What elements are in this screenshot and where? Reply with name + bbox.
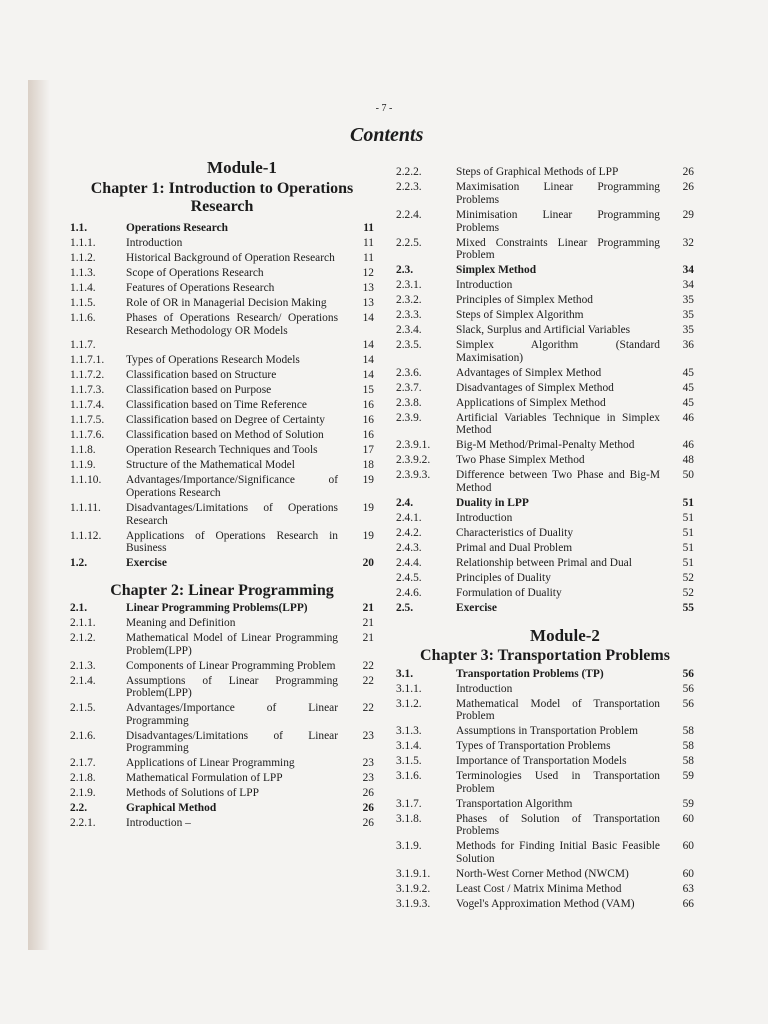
section-title: Disadvantages/Limitations of Linear Programming [126,729,338,755]
section-title: Duality in LPP [456,496,529,509]
toc-entry [70,282,374,295]
page-ref: 34 [682,279,694,292]
page-ref: 14 [362,369,374,382]
section-title: Formulation of Duality [456,586,562,599]
section-number: 2.3.6. [396,366,422,379]
toc-entry [70,237,374,250]
toc-entry [396,454,694,467]
section-title: Introduction [456,279,513,292]
page-ref: 59 [682,797,694,810]
page-ref: 21 [362,632,374,645]
toc-entry [396,367,694,380]
section-number: 1.1.7.2. [70,369,105,382]
page-ref: 59 [682,770,694,783]
section-title: Simplex Method [456,264,537,277]
toc-entry [70,267,374,280]
section-title: Types of Operations Research Models [126,354,300,367]
section-number: 2.3.3. [396,309,422,322]
section-title: Historical Background of Operation Research [126,251,335,264]
toc-entry [396,309,694,322]
toc-entry [396,324,694,337]
page-ref: 35 [682,294,694,307]
section-title: Introduction [126,236,183,249]
toc-entry [70,730,374,755]
section-title: North-West Corner Method (NWCM) [456,867,629,880]
toc-entry [70,557,374,570]
section-title: Mathematical Model of Transportation Problem [456,697,660,723]
section-title: Slack, Surplus and Artificial Variables [456,324,631,337]
toc-entry [70,399,374,412]
section-title: Transportation Algorithm [456,797,573,810]
section-title: Mathematical Formulation of LPP [126,772,283,785]
chapter-3-list [396,668,694,911]
page-ref: 51 [682,496,694,509]
page-ref: 23 [362,757,374,770]
section-title: Scope of Operations Research [126,266,264,279]
section-number: 1.1.7.4. [70,399,105,412]
toc-entry [396,602,694,615]
page-ref: 16 [362,429,374,442]
toc-entry [396,798,694,811]
section-number: 1.1.6. [70,311,96,324]
section-title: Role of OR in Managerial Decision Making [126,296,327,309]
toc-entry [396,382,694,395]
toc-entry [70,772,374,785]
toc-entry [70,354,374,367]
page-ref: 46 [682,439,694,452]
section-number: 3.1.9.1. [396,867,431,880]
section-title: Methods for Finding Initial Basic Feasible Solution [456,840,660,865]
section-title: Importance of Transportation Models [456,755,627,768]
section-title: Principles of Duality [456,571,551,584]
page-ref: 58 [682,755,694,768]
page-ref: 14 [362,339,374,352]
page-ref: 36 [682,339,694,352]
page-ref: 21 [362,617,374,630]
toc-entry [70,787,374,800]
section-number: 2.2.3. [396,181,422,194]
toc-entry [70,429,374,442]
section-number: 2.3.4. [396,324,422,337]
page-ref: 26 [362,787,374,800]
page-ref: 18 [362,459,374,472]
section-number: 1.1.4. [70,281,96,294]
section-title: Introduction [456,511,513,524]
toc-entry [70,474,374,499]
toc-entry [396,181,694,206]
page-ref: 51 [682,511,694,524]
section-title: Simplex Algorithm (Standard Maximisation) [456,339,660,364]
section-number: 1.1.2. [70,251,96,264]
page-ref: 60 [682,812,694,825]
toc-entry [70,632,374,657]
toc-entry [70,369,374,382]
section-number: 1.1.8. [70,444,96,457]
section-number: 2.4.4. [396,556,422,569]
toc-entry [70,414,374,427]
section-title: Assumptions of Linear Programming Problem(LPP) [126,674,338,700]
page-ref: 50 [682,469,694,482]
page-ref: 29 [682,208,694,221]
section-number: 2.4.1. [396,511,422,524]
section-title: Components of Linear Programming Problem [126,659,336,672]
section-title: Minimisation Linear Programming Problems [456,208,660,234]
page-ref: 52 [682,586,694,599]
page-ref: 45 [682,396,694,409]
section-number: 2.3.1. [396,279,422,292]
page-ref: 51 [682,526,694,539]
page-ref: 21 [362,602,374,615]
section-title: Steps of Graphical Methods of LPP [456,166,619,179]
section-title: Structure of the Mathematical Model [126,459,295,472]
page-ref: 22 [362,674,374,687]
toc-entry [396,294,694,307]
section-number: 1.1.7.3. [70,384,105,397]
page-ref: 20 [362,557,374,570]
toc-entry [70,384,374,397]
page-ref: 16 [362,399,374,412]
section-title: Steps of Simplex Algorithm [456,309,584,322]
section-title: Maximisation Linear Programming Problems [456,181,660,206]
toc-entry [396,412,694,437]
page-ref: 11 [363,251,374,264]
section-number: 3.1.1. [396,682,422,695]
section-number: 2.4.5. [396,571,422,584]
toc-entry [396,237,694,262]
toc-entry [70,297,374,310]
page-ref: 35 [682,324,694,337]
toc-entry [70,817,374,830]
chapter-2-continued-list [396,166,694,614]
section-title: Vogel's Approximation Method (VAM) [456,897,635,910]
toc-entry [396,264,694,277]
section-number: 2.2.5. [396,236,422,249]
section-title: Graphical Method [126,802,217,815]
toc-entry [396,683,694,696]
right-column [396,164,694,910]
section-title: Disadvantages of Simplex Method [456,381,614,394]
page-ref: 19 [362,501,374,514]
toc-entry [396,542,694,555]
section-title: Relationship between Primal and Dual [456,556,632,569]
section-number: 2.1.4. [70,674,96,687]
section-number: 2.3. [396,264,414,277]
section-number: 1.1.10. [70,474,102,487]
section-number: 2.3.5. [396,339,422,352]
page-ref: 32 [682,236,694,249]
section-title: Classification based on Degree of Certainty [126,414,325,427]
section-number: 3.1.4. [396,740,422,753]
section-number: 2.2. [70,802,88,815]
toc-entry [70,459,374,472]
page-ref: 14 [362,311,374,324]
section-title: Artificial Variables Technique in Simplex Method [456,411,660,437]
page-ref: 26 [362,802,374,815]
section-title: Big-M Method/Primal-Penalty Method [456,439,635,452]
section-title: Characteristics of Duality [456,526,574,539]
toc-entry [396,740,694,753]
page-ref: 56 [682,682,694,695]
toc-entry [70,675,374,700]
section-title: Phases of Solution of Transportation Problems [456,812,660,838]
section-title: Mathematical Model of Linear Programming Problem(LPP) [126,632,338,657]
page-ref: 16 [362,414,374,427]
section-title: Advantages/Importance of Linear Programming [126,702,338,727]
page-ref: 45 [682,366,694,379]
page-ref: 63 [682,882,694,895]
toc-entry [396,840,694,865]
toc-entry [396,166,694,179]
module-2-heading: Module-2 [530,626,600,646]
toc-entry [70,617,374,630]
section-title: Exercise [126,557,167,570]
chapter-2-heading: Chapter 2: Linear Programming [110,581,334,599]
section-number: 1.1.7.1. [70,354,105,367]
section-number: 2.3.9. [396,411,422,424]
section-title: Terminologies Used in Transportation Problem [456,770,660,795]
section-number: 2.4.3. [396,541,422,554]
section-number: 2.3.8. [396,396,422,409]
section-title: Difference between Two Phase and Big-M Method [456,469,660,494]
toc-entry [396,397,694,410]
page-ref: 58 [682,725,694,738]
toc-entry [396,557,694,570]
page-ref: 17 [362,444,374,457]
toc-entry [396,725,694,738]
section-title: Classification based on Structure [126,369,277,382]
section-title: Primal and Dual Problem [456,541,573,554]
section-title: Operations Research [126,222,228,234]
section-number: 2.1.8. [70,772,96,785]
toc-entry [396,668,694,681]
page-ref: 52 [682,571,694,584]
section-title: Two Phase Simplex Method [456,454,585,467]
toc-entry [396,587,694,600]
chapter-2-list [70,602,374,830]
page-ref: 19 [362,474,374,487]
book-binding-shadow [28,80,50,950]
section-number: 3.1. [396,667,414,680]
section-number: 3.1.7. [396,797,422,810]
section-title: Types of Transportation Problems [456,740,611,753]
section-number: 2.3.7. [396,381,422,394]
section-number: 2.3.9.3. [396,469,431,482]
toc-entry [396,439,694,452]
section-title: Methods of Solutions of LPP [126,787,259,800]
toc-entry [70,502,374,527]
section-number: 3.1.8. [396,812,422,825]
toc-entry [70,339,374,352]
section-number: 3.1.9. [396,840,422,853]
page-ref: 56 [682,667,694,680]
section-number: 2.1.7. [70,757,96,770]
section-number: 2.4.2. [396,526,422,539]
section-number: 1.1.5. [70,296,96,309]
section-number: 2.5. [396,601,414,614]
toc-entry [396,279,694,292]
section-title: Mixed Constraints Linear Programming Problem [456,236,660,262]
section-number: 1.1.12. [70,529,102,542]
toc-entry [70,222,374,235]
toc-entry [396,883,694,896]
section-number: 3.1.9.2. [396,882,431,895]
section-number: 2.1.3. [70,659,96,672]
toc-entry [70,660,374,673]
section-number: 3.1.2. [396,697,422,710]
chapter-1-list [70,222,374,570]
page-ref: 13 [362,281,374,294]
section-number: 2.1.1. [70,617,96,630]
chapter-3-heading: Chapter 3: Transportation Problems [420,647,670,665]
page-ref: 11 [363,222,374,234]
page-ref: 51 [682,541,694,554]
page-ref: 12 [362,266,374,279]
section-number: 1.2. [70,557,88,570]
page-ref: 26 [682,166,694,179]
section-number: 1.1.7. [70,339,96,352]
section-title: Applications of Linear Programming [126,757,295,770]
section-title: Applications of Simplex Method [456,396,606,409]
page-ref: 22 [362,702,374,715]
section-number: 3.1.9.3. [396,897,431,910]
section-number: 2.2.4. [396,208,422,221]
page-ref: 34 [682,264,694,277]
page-ref: 45 [682,381,694,394]
section-title: Disadvantages/Limitations of Operations Research [126,501,338,527]
toc-entry [396,813,694,838]
page-ref: 35 [682,309,694,322]
section-title: Classification based on Method of Solution [126,429,324,442]
section-title: Meaning and Definition [126,617,236,630]
page-ref: 15 [362,384,374,397]
section-number: 2.3.2. [396,294,422,307]
section-number: 1.1. [70,222,88,234]
page-ref: 60 [682,840,694,853]
toc-entry [396,497,694,510]
section-number: 2.1.6. [70,729,96,742]
toc-entry [396,868,694,881]
toc-entry [396,572,694,585]
toc-entry [396,755,694,768]
toc-entry [70,444,374,457]
page-ref: 11 [363,236,374,249]
toc-entry [70,757,374,770]
toc-entry [396,527,694,540]
section-title: Applications of Operations Research in Business [126,529,338,555]
section-title: Assumptions in Transportation Problem [456,725,638,738]
page-ref: 51 [682,556,694,569]
page-ref: 58 [682,740,694,753]
section-number: 1.1.1. [70,236,96,249]
toc-entry [396,512,694,525]
section-number: 2.1. [70,602,88,615]
toc-entry [70,312,374,337]
toc-entry [70,702,374,727]
section-title: Linear Programming Problems(LPP) [126,602,308,615]
page-ref: 23 [362,772,374,785]
page-ref: 46 [682,411,694,424]
page-ref: 60 [682,867,694,880]
toc-entry [396,898,694,911]
section-title: Features of Operations Research [126,281,275,294]
toc-entry [70,802,374,815]
page-ref: 55 [682,601,694,614]
section-number: 3.1.6. [396,770,422,783]
left-column [70,158,374,830]
section-number: 2.3.9.1. [396,439,431,452]
page-ref: 22 [362,659,374,672]
section-title: Exercise [456,601,497,614]
chapter-1-heading: Chapter 1: Introduction to Operations Research [90,180,354,215]
section-title: Transportation Problems (TP) [456,667,604,680]
page-ref: 23 [362,729,374,742]
toc-entry [70,602,374,615]
toc-entry [70,530,374,555]
page-ref: 14 [362,354,374,367]
section-number: 2.2.1. [70,817,96,830]
section-number: 2.1.2. [70,632,96,645]
toc-entry [396,770,694,795]
section-number: 1.1.7.6. [70,429,105,442]
section-number: 2.4.6. [396,586,422,599]
section-title: Least Cost / Matrix Minima Method [456,882,622,895]
section-title: Principles of Simplex Method [456,294,593,307]
section-number: 3.1.3. [396,725,422,738]
section-number: 2.2.2. [396,166,422,179]
page-ref: 26 [682,181,694,194]
page-ref: 26 [362,817,374,830]
section-number: 1.1.11. [70,501,101,514]
section-title: Classification based on Time Reference [126,399,307,412]
section-title: Introduction – [126,817,191,830]
page-number: - 7 - [375,103,393,114]
section-number: 1.1.7.5. [70,414,105,427]
toc-entry [396,698,694,723]
section-title: Phases of Operations Research/ Operations Research Methodology OR Models [126,311,338,337]
page-ref: 48 [682,454,694,467]
contents-title: Contents [350,124,424,146]
section-number: 2.3.9.2. [396,454,431,467]
section-number: 2.1.5. [70,702,96,715]
page-ref: 13 [362,296,374,309]
section-title: Operation Research Techniques and Tools [126,444,318,457]
section-title: Advantages of Simplex Method [456,366,602,379]
section-number: 1.1.9. [70,459,96,472]
toc-entry [396,339,694,364]
section-number: 2.4. [396,496,414,509]
toc-entry [396,469,694,494]
section-title: Introduction [456,682,513,695]
toc-entry [396,209,694,234]
section-title: Classification based on Purpose [126,384,272,397]
page-ref: 66 [682,897,694,910]
module-1-heading: Module-1 [207,158,277,177]
section-number: 1.1.3. [70,266,96,279]
page-ref: 19 [362,529,374,542]
section-number: 3.1.5. [396,755,422,768]
section-number: 2.1.9. [70,787,96,800]
toc-entry [70,252,374,265]
section-title: Advantages/Importance/Significance of Operations Research [126,474,338,499]
page-ref: 56 [682,697,694,710]
